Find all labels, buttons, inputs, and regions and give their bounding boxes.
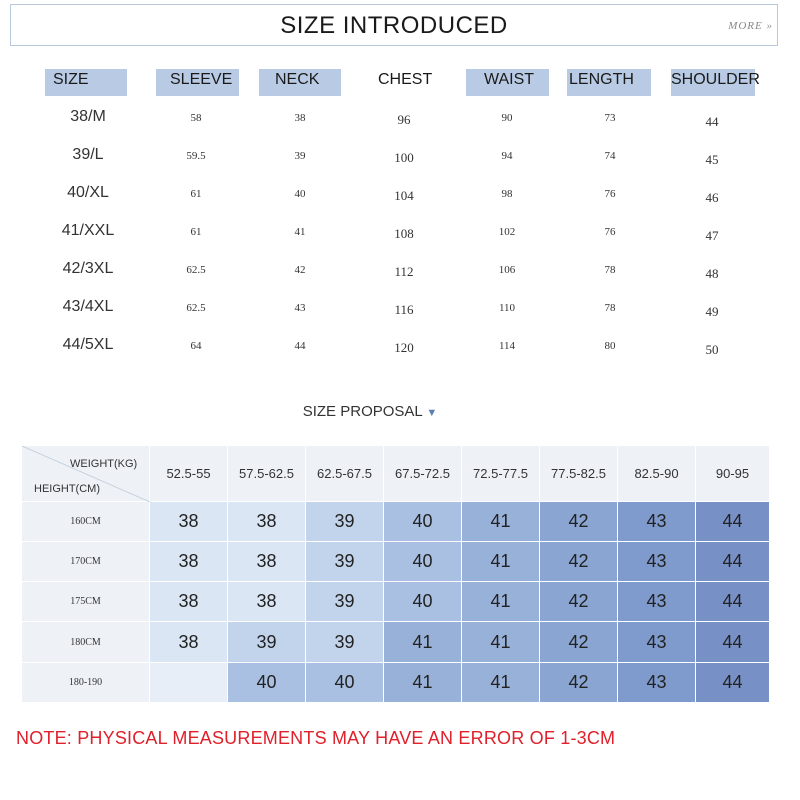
- shoulder-value: 49: [705, 304, 719, 319]
- size-cell: 44: [696, 502, 770, 542]
- waist-value: 102: [498, 226, 516, 238]
- waist-value: 98: [501, 188, 513, 200]
- table-row: [0, 184, 800, 222]
- header-waist: WAIST: [466, 69, 549, 96]
- neck-value: 38: [294, 112, 306, 124]
- header-length: LENGTH: [567, 69, 651, 96]
- weight-column-header: 67.5-72.5: [384, 446, 462, 502]
- table-row: [0, 108, 800, 146]
- size-cell: 43: [618, 542, 696, 582]
- sleeve-value: 58: [190, 112, 202, 124]
- neck-value: 39: [294, 150, 306, 162]
- weight-column-header: 57.5-62.5: [228, 446, 306, 502]
- size-cell: 41: [462, 502, 540, 542]
- shoulder-value: 46: [705, 190, 719, 205]
- size-cell: 38: [150, 622, 228, 663]
- size-cell: 41: [384, 622, 462, 663]
- size-cell: 44: [696, 582, 770, 622]
- size-label: 39/L: [72, 146, 104, 163]
- height-row-header: 180-190: [22, 663, 150, 703]
- size-cell: 44: [696, 663, 770, 703]
- shoulder-value: 45: [705, 152, 719, 167]
- weight-column-header: 82.5-90: [618, 446, 696, 502]
- weight-column-header: 62.5-67.5: [306, 446, 384, 502]
- size-cell: 42: [540, 582, 618, 622]
- chest-value: 112: [394, 264, 414, 279]
- shoulder-value: 44: [705, 114, 719, 129]
- size-label: 44/5XL: [62, 336, 114, 353]
- chest-value: 116: [394, 302, 414, 317]
- chest-value: 96: [397, 112, 411, 127]
- sleeve-value: 61: [190, 226, 202, 238]
- size-label: 38/M: [70, 108, 106, 125]
- height-row-header: 170CM: [22, 542, 150, 582]
- size-cell: 40: [384, 582, 462, 622]
- size-cell: 38: [150, 502, 228, 542]
- table-row: [0, 298, 800, 336]
- sleeve-value: 59.5: [186, 150, 206, 162]
- neck-value: 43: [294, 302, 306, 314]
- size-proposal-heading: [0, 403, 740, 420]
- waist-value: 90: [501, 112, 513, 124]
- size-cell: 42: [540, 502, 618, 542]
- sleeve-value: 62.5: [186, 264, 206, 276]
- page-title: SIZE INTRODUCED: [280, 12, 508, 39]
- size-cell: 38: [228, 502, 306, 542]
- chest-value: 120: [394, 340, 414, 355]
- size-cell: 42: [540, 663, 618, 703]
- length-value: 80: [604, 340, 616, 352]
- header-shoulder: SHOULDER: [671, 69, 755, 96]
- title-banner: [10, 4, 778, 46]
- size-cell: 41: [462, 663, 540, 703]
- measurement-note: NOTE: PHYSICAL MEASUREMENTS MAY HAVE AN ERROR OF 1-3CM: [16, 728, 616, 748]
- size-cell: 39: [306, 582, 384, 622]
- weight-label: WEIGHT(KG): [70, 458, 138, 470]
- length-value: 78: [604, 302, 616, 314]
- waist-value: 114: [498, 340, 516, 352]
- weight-column-header: 77.5-82.5: [540, 446, 618, 502]
- length-value: 76: [604, 226, 616, 238]
- length-value: 78: [604, 264, 616, 276]
- size-proposal-grid: [22, 446, 770, 703]
- size-cell: 38: [150, 542, 228, 582]
- neck-value: 44: [294, 340, 306, 352]
- size-cell: 40: [384, 542, 462, 582]
- neck-value: 42: [294, 264, 306, 276]
- size-label: 43/4XL: [62, 298, 114, 315]
- size-cell: 40: [306, 663, 384, 703]
- height-row-header: 160CM: [22, 502, 150, 542]
- size-cell: 42: [540, 622, 618, 663]
- shoulder-value: 48: [705, 266, 719, 281]
- size-label: 42/3XL: [62, 260, 114, 277]
- size-cell: 43: [618, 582, 696, 622]
- size-cell: 39: [306, 622, 384, 663]
- length-value: 74: [604, 150, 616, 162]
- sleeve-value: 62.5: [186, 302, 206, 314]
- sleeve-value: 61: [190, 188, 202, 200]
- header-chest: CHEST: [362, 69, 446, 96]
- neck-value: 40: [294, 188, 306, 200]
- weight-column-header: 90-95: [696, 446, 770, 502]
- height-label: HEIGHT(CM): [34, 483, 100, 495]
- size-cell: 43: [618, 622, 696, 663]
- size-cell: 43: [618, 663, 696, 703]
- size-cell: 39: [306, 542, 384, 582]
- table-row: [0, 146, 800, 184]
- size-cell: 41: [462, 622, 540, 663]
- weight-column-header: 72.5-77.5: [462, 446, 540, 502]
- waist-value: 94: [501, 150, 513, 162]
- waist-value: 110: [498, 302, 516, 314]
- size-cell: 39: [306, 502, 384, 542]
- size-cell: 38: [228, 542, 306, 582]
- size-cell: 41: [384, 663, 462, 703]
- header-size: SIZE: [45, 69, 127, 96]
- size-cell: 42: [540, 542, 618, 582]
- shoulder-value: 47: [705, 228, 719, 243]
- length-value: 73: [604, 112, 616, 124]
- length-value: 76: [604, 188, 616, 200]
- header-sleeve: SLEEVE: [156, 69, 239, 96]
- size-cell: 41: [462, 582, 540, 622]
- size-cell: 39: [228, 622, 306, 663]
- size-cell: 40: [384, 502, 462, 542]
- table-row: [0, 260, 800, 298]
- size-label: 40/XL: [67, 184, 109, 201]
- weight-column-header: 52.5-55: [150, 446, 228, 502]
- size-cell: 44: [696, 542, 770, 582]
- table-row: [0, 222, 800, 260]
- size-cell: 38: [228, 582, 306, 622]
- neck-value: 41: [294, 226, 306, 238]
- table-row: [0, 336, 800, 374]
- size-label: 41/XXL: [61, 222, 115, 239]
- shoulder-value: 50: [705, 342, 719, 357]
- chevron-down-icon: ▼: [426, 407, 438, 419]
- header-neck: NECK: [259, 69, 341, 96]
- waist-value: 106: [498, 264, 516, 276]
- chest-value: 100: [394, 150, 414, 165]
- size-cell: 41: [462, 542, 540, 582]
- size-cell: 40: [228, 663, 306, 703]
- size-cell: [150, 663, 228, 703]
- grid-corner: [22, 446, 150, 502]
- size-proposal-title: SIZE PROPOSAL: [302, 403, 423, 420]
- size-cell: 38: [150, 582, 228, 622]
- size-cell: 43: [618, 502, 696, 542]
- height-row-header: 175CM: [22, 582, 150, 622]
- height-row-header: 180CM: [22, 622, 150, 663]
- chest-value: 104: [394, 188, 414, 203]
- sleeve-value: 64: [190, 340, 202, 352]
- chest-value: 108: [394, 226, 414, 241]
- size-cell: 44: [696, 622, 770, 663]
- more-link[interactable]: MORE »: [728, 20, 773, 32]
